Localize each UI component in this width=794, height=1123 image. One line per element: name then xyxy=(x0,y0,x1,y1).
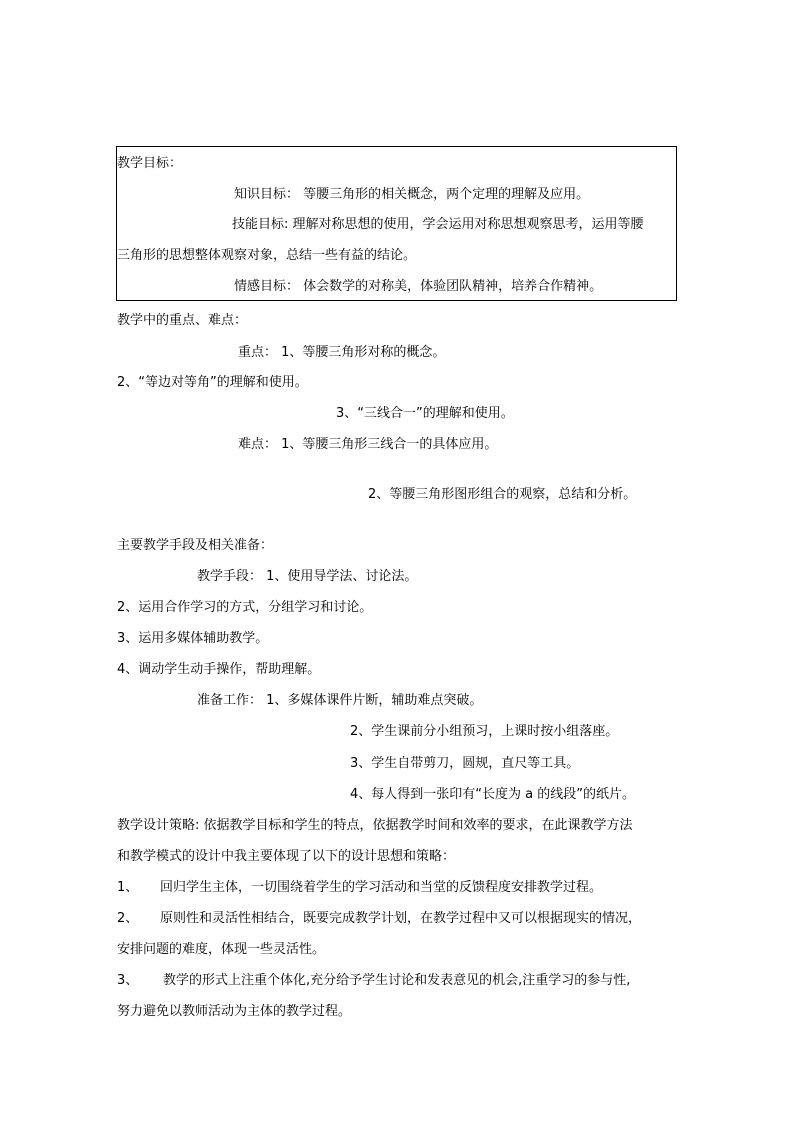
strategy-intro: 教学设计策略: 依据教学目标和学生的特点，依据教学时间和效率的要求，在此课教学方法 xyxy=(117,818,633,833)
strategy-item-1-number: 1、 xyxy=(117,880,139,895)
prep-2: 2、学生课前分小组预习，上课时按小组落座。 xyxy=(350,724,619,739)
objectives-heading: 教学目标： xyxy=(117,156,183,171)
key-point-3: 3、“三线合一”的理解和使用。 xyxy=(336,406,514,421)
difficulty-2: 2、等腰三角形图形组合的观察，总结和分析。 xyxy=(368,487,637,502)
prep-3: 3、学生自带剪刀，圆规，直尺等工具。 xyxy=(350,756,580,771)
method-3: 3、运用多媒体辅助教学。 xyxy=(117,631,269,646)
prep-4: 4、每人得到一张印有“长度为 a 的线段”的纸片。 xyxy=(350,787,635,802)
key-point-2: 2、“等边对等角”的理解和使用。 xyxy=(117,375,308,390)
strategy-item-3: 教学的形式上注重个体化,充分给予学生讨论和发表意见的机会,注重学习的参与性, xyxy=(163,973,631,988)
strategy-item-3-continued: 努力避免以教师活动为主体的教学过程。 xyxy=(117,1004,352,1019)
strategy-item-3-number: 3、 xyxy=(117,973,139,988)
key-point-1: 重点： 1、等腰三角形对称的概念。 xyxy=(238,345,446,360)
key-points-heading: 教学中的重点、难点： xyxy=(117,313,248,328)
method-4: 4、调动学生动手操作，帮助理解。 xyxy=(117,662,321,677)
strategy-intro-continued: 和教学模式的设计中我主要体现了以下的设计思想和策略： xyxy=(117,849,456,864)
method-1: 教学手段： 1、使用导学法、讨论法。 xyxy=(197,569,418,584)
strategy-item-1: 回归学生主体，一切围绕着学生的学习活动和当堂的反馈程度安排教学过程。 xyxy=(160,880,603,895)
method-2: 2、运用合作学习的方式，分组学习和讨论。 xyxy=(117,600,373,615)
skill-objective-continued: 三角形的思想整体观察对象，总结一些有益的结论。 xyxy=(117,248,417,263)
emotion-objective: 情感目标： 体会数学的对称美，体验团队精神，培养合作精神。 xyxy=(234,279,603,294)
means-heading: 主要教学手段及相关准备： xyxy=(117,538,274,553)
strategy-item-2-number: 2、 xyxy=(117,911,139,926)
knowledge-objective: 知识目标： 等腰三角形的相关概念，两个定理的理解及应用。 xyxy=(234,187,590,202)
strategy-item-2-continued: 安排问题的难度，体现一些灵活性。 xyxy=(117,942,326,957)
prep-1: 准备工作： 1、多媒体课件片断，辅助难点突破。 xyxy=(197,693,483,708)
skill-objective: 技能目标: 理解对称思想的使用，学会运用对称思想观察思考，运用等腰 xyxy=(232,217,644,232)
difficulty-1: 难点： 1、等腰三角形三线合一的具体应用。 xyxy=(238,437,498,452)
strategy-item-2: 原则性和灵活性相结合，既要完成教学计划，在教学过程中又可以根据现实的情况， xyxy=(160,911,642,926)
